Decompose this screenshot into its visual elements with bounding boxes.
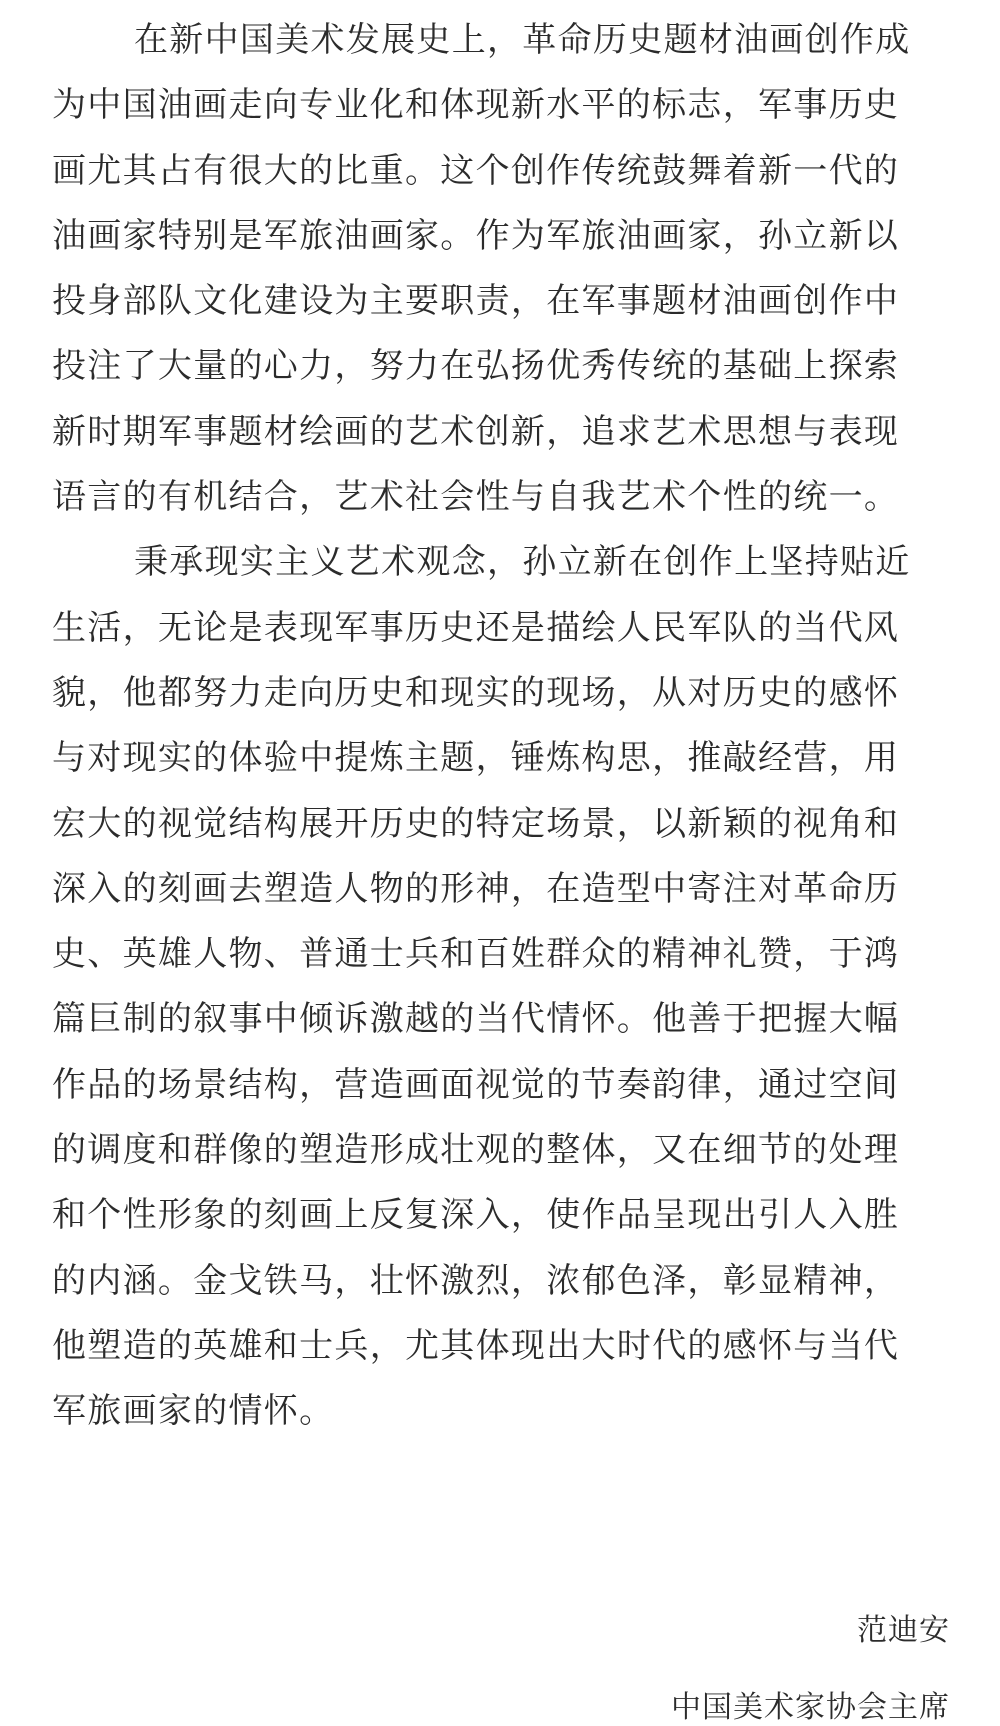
paragraph-line: 与对现实的体验中提炼主题，锤炼构思，推敲经营，用 [52, 738, 900, 779]
article-body [52, 8, 952, 1445]
paragraph-line: 作品的场景结构，营造画面视觉的节奏韵律，通过空间 [52, 1064, 900, 1105]
paragraph-line: 的调度和群像的塑造形成壮观的整体，又在细节的处理 [52, 1130, 900, 1171]
paragraph-line: 油画家特别是军旅油画家。作为军旅油画家，孙立新以 [52, 215, 900, 256]
paragraph-line: 军旅画家的情怀。 [52, 1391, 335, 1432]
paragraph-2 [52, 530, 952, 1444]
paragraph-line: 他塑造的英雄和士兵，尤其体现出大时代的感怀与当代 [52, 1325, 900, 1366]
paragraph-line: 投身部队文化建设为主要职责，在军事题材油画创作中 [52, 281, 900, 322]
paragraph-line: 生活，无论是表现军事历史还是描绘人民军队的当代风 [52, 607, 900, 648]
paragraph-1 [52, 8, 952, 530]
paragraph-line: 史、英雄人物、普通士兵和百姓群众的精神礼赞，于鸿 [52, 934, 900, 975]
paragraph-line: 和个性形象的刻画上反复深入，使作品呈现出引人入胜 [52, 1195, 900, 1236]
signature-title: 中国美术家协会主席 [671, 1690, 950, 1725]
paragraph-line: 画尤其占有很大的比重。这个创作传统鼓舞着新一代的 [52, 150, 900, 191]
paragraph-line: 深入的刻画去塑造人物的形神，在造型中寄注对革命历 [52, 868, 900, 909]
paragraph-line: 语言的有机结合，艺术社会性与自我艺术个性的统一。 [52, 477, 900, 518]
paragraph-line: 宏大的视觉结构展开历史的特定场景，以新颖的视角和 [52, 803, 900, 844]
paragraph-line: 为中国油画走向专业化和体现新水平的标志，军事历史 [52, 85, 900, 126]
paragraph-line: 新时期军事题材绘画的艺术创新，追求艺术思想与表现 [52, 411, 900, 452]
paragraph-line: 秉承现实主义艺术观念，孙立新在创作上坚持贴近 [134, 542, 911, 583]
paragraph-line: 的内涵。金戈铁马，壮怀激烈，浓郁色泽，彰显精神， [52, 1260, 900, 1301]
paragraph-line: 貌，他都努力走向历史和现实的现场，从对历史的感怀 [52, 672, 900, 713]
paragraph-line: 投注了大量的心力，努力在弘扬优秀传统的基础上探索 [52, 346, 900, 387]
signature-author: 范迪安 [857, 1613, 950, 1648]
paragraph-line: 篇巨制的叙事中倾诉激越的当代情怀。他善于把握大幅 [52, 999, 900, 1040]
paragraph-line: 在新中国美术发展史上，革命历史题材油画创作成 [134, 20, 911, 60]
